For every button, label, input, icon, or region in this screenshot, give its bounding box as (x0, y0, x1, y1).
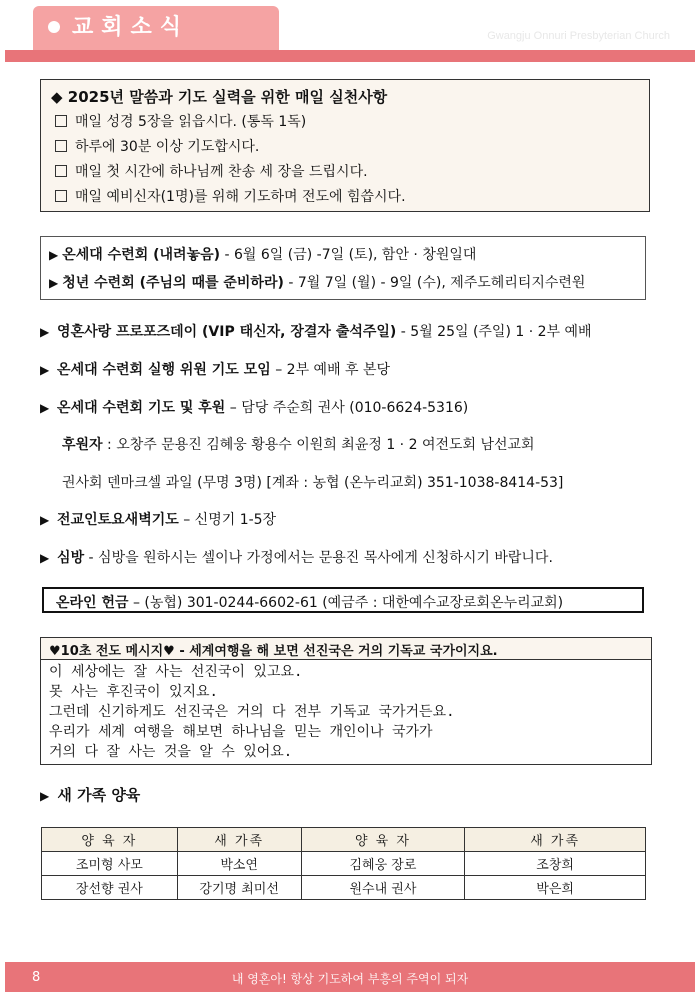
practice-item (51, 135, 649, 160)
announcement-item (40, 509, 276, 529)
adoption-table (41, 827, 646, 900)
daily-practice-box (40, 79, 650, 212)
triangle-bullet-icon: ▶ (49, 248, 59, 262)
announcement-name: 심방 (57, 550, 85, 566)
sponsor-list: : 오창주 문용진 김혜웅 황용수 이원희 최윤정 1 · 2 여전도회 남선교회 (102, 437, 535, 453)
announcement-detail: – 신명기 1-5장 (178, 512, 277, 528)
triangle-bullet-icon: ▶ (40, 551, 54, 565)
checkbox-icon (55, 165, 67, 177)
message-line: 우리가 세계 여행을 해보면 하나님을 믿는 개인이나 국가가 (49, 724, 433, 740)
practice-item-text: 매일 예비신자(1명)를 위해 기도하며 전도에 힘씁시다. (75, 189, 406, 205)
announcement-item (40, 321, 592, 341)
message-line: 못 사는 후진국이 있지요. (49, 684, 218, 700)
checkbox-icon (55, 115, 67, 127)
sponsor-line-2: 권사회 덴마크셀 과일 (무명 3명) [계좌 : 농협 (온누리교회) 351-1038-8414-53] (62, 475, 564, 491)
table-cell: 장선향 권사 (42, 876, 178, 900)
retreat-name: 온세대 수련회 (내려놓음) (62, 247, 221, 263)
header-bar (5, 50, 695, 62)
page-number: 8 (32, 970, 41, 985)
church-name: Gwangju Onnuri Presbyterian Church (487, 30, 670, 42)
section-title: 교회소식 (72, 15, 190, 40)
sponsor-label: 후원자 (62, 437, 103, 453)
triangle-bullet-icon: ▶ (40, 401, 54, 415)
practice-item (51, 185, 649, 210)
message-line: 그런데 신기하게도 선진국은 거의 다 전부 기독교 국가거든요. (49, 704, 455, 720)
message-line: 이 세상에는 잘 사는 선진국이 있고요. (49, 664, 303, 680)
table-row (42, 852, 646, 876)
message-line: 거의 다 잘 사는 것을 알 수 있어요. (49, 744, 293, 760)
table-cell: 조미형 사모 (42, 852, 178, 876)
practice-item (51, 110, 649, 135)
table-header-row (42, 828, 646, 852)
retreat-item (49, 269, 645, 297)
retreat-detail: - 7월 7일 (월) - 9일 (수), 제주도헤리티지수련원 (283, 275, 586, 291)
practice-item (51, 160, 649, 185)
announcement-detail: – 2부 예배 후 본당 (270, 362, 391, 378)
practice-title: ◆ 2025년 말씀과 기도 실력을 위한 매일 실천사항 (51, 88, 388, 106)
announcement-detail: - 심방을 원하시는 셀이나 가정에서는 문용진 목사에게 신청하시기 바랍니다. (84, 550, 553, 566)
column-header: 새 가족 (465, 828, 646, 852)
table-cell: 강기명 최미선 (177, 876, 301, 900)
practice-item-text: 하루에 30분 이상 기도합시다. (75, 139, 260, 155)
announcement-name: 온세대 수련회 실행 위원 기도 모임 (57, 362, 271, 378)
announcement-name: 전교인토요새벽기도 (57, 512, 179, 528)
table-row (42, 876, 646, 900)
column-header: 새 가족 (177, 828, 301, 852)
checkbox-icon (55, 190, 67, 202)
message-body (41, 660, 651, 762)
triangle-bullet-icon: ▶ (40, 325, 54, 339)
checkbox-icon (55, 140, 67, 152)
table-cell: 박은희 (465, 876, 646, 900)
bullet-dot-icon (48, 21, 60, 33)
retreat-detail: - 6월 6일 (금) -7일 (토), 함안 · 창원일대 (220, 247, 477, 263)
column-header: 양 육 자 (301, 828, 465, 852)
table-cell: 박소연 (177, 852, 301, 876)
announcement-name: 온세대 수련회 기도 및 후원 (57, 400, 226, 416)
announcement-item (40, 359, 390, 379)
offering-detail: – (농협) 301-0244-6602-61 (예금주 : 대한예수교장로회온누리교회) (128, 595, 564, 611)
practice-item-text: 매일 첫 시간에 하나님께 찬송 세 장을 드립시다. (75, 164, 368, 180)
practice-item-text: 매일 성경 5장을 읽읍시다. (통독 1독) (75, 114, 307, 130)
triangle-bullet-icon: ▶ (49, 276, 59, 290)
table-cell: 원수내 권사 (301, 876, 465, 900)
adoption-title-text: 새 가족 양육 (57, 786, 141, 804)
retreat-item (49, 241, 645, 269)
announcement-detail: - 5월 25일 (주일) 1 · 2부 예배 (396, 324, 592, 340)
triangle-bullet-icon: ▶ (40, 363, 54, 377)
footer-motto: 내 영혼아! 항상 기도하여 부흥의 주역이 되자 (231, 972, 469, 986)
online-offering-box (42, 587, 644, 613)
retreat-name: 청년 수련회 (주님의 때를 준비하라) (62, 275, 284, 291)
retreat-box (40, 236, 646, 300)
table-cell: 조창희 (465, 852, 646, 876)
announcement-item (40, 397, 468, 417)
announcement-detail: – 담당 주순희 권사 (010-6624-5316) (225, 400, 469, 416)
message-title: ♥10초 전도 메시지♥ - 세계여행을 해 보면 선진국은 거의 기독교 국가이지요. (41, 638, 651, 660)
sponsor-line (62, 434, 535, 454)
triangle-bullet-icon: ▶ (40, 789, 54, 803)
table-cell: 김혜웅 장로 (301, 852, 465, 876)
evangelism-message-box (40, 637, 652, 765)
announcement-name: 영혼사랑 프로포즈데이 (VIP 태신자, 장결자 출석주일) (57, 324, 397, 340)
announcement-item (40, 547, 553, 567)
triangle-bullet-icon: ▶ (40, 513, 54, 527)
column-header: 양 육 자 (42, 828, 178, 852)
offering-label: 온라인 헌금 (56, 595, 129, 611)
adoption-title (40, 784, 140, 805)
